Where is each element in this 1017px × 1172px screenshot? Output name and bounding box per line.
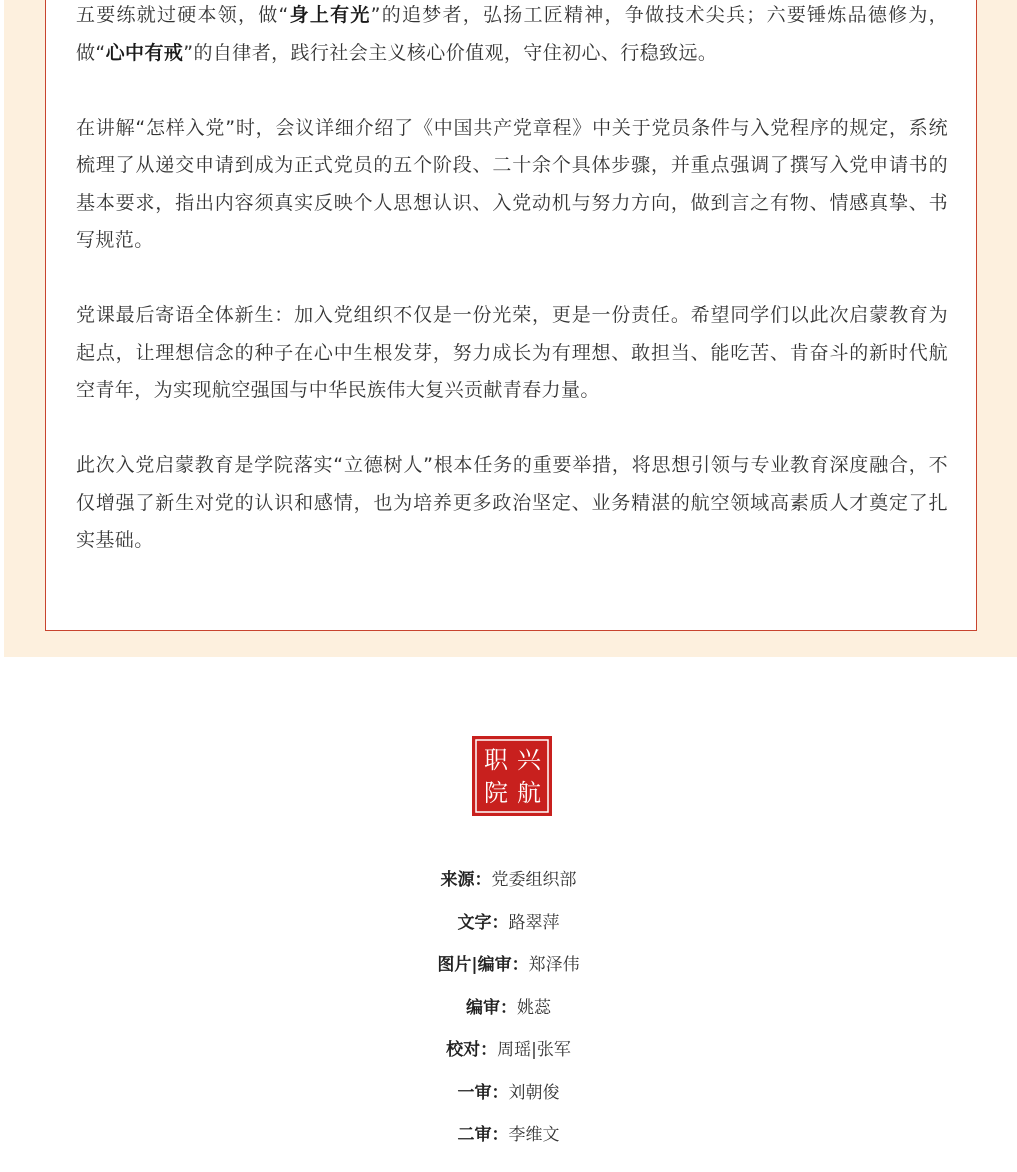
credit-second-review: 二审：李维文 bbox=[457, 1125, 560, 1145]
credit-source: 来源：党委组织部 bbox=[440, 870, 577, 890]
seal-char-4: 院 bbox=[484, 779, 508, 807]
paragraph-3: 党课最后寄语全体新生：加入党组织不仅是一份光荣，更是一份责任。希望同学们以此次启蒙教育为起点，让理想信念的种子在心中生根发芽，努力成长为有理想、敢担当、能吃苦、肯奋斗的新时代航空青年，为实现航空强国与中华民族伟大复兴贡献青春力量。 bbox=[76, 304, 948, 401]
seal-char-2: 职 bbox=[484, 746, 508, 774]
credits-list bbox=[0, 864, 1017, 1162]
credit-photo-editor: 图片|编审：郑泽伟 bbox=[437, 955, 580, 975]
credit-text: 文字：路翠萍 bbox=[457, 912, 560, 933]
credit-proofread: 校对：周瑶|张军 bbox=[446, 1040, 571, 1060]
college-seal-logo bbox=[471, 735, 553, 817]
paragraph-4: 此次入党启蒙教育是学院落实“立德树人”根本任务的重要举措，将思想引领与专业教育深度融合，不仅增强了新生对党的认识和感情，也为培养更多政治坚定、业务精湛的航空领域高素质人才奠定了扎实基础。 bbox=[76, 454, 948, 551]
credit-first-review: 一审：刘朝俊 bbox=[457, 1082, 560, 1103]
highlight-shining: 身上有光 bbox=[288, 4, 371, 26]
seal-char-3: 航 bbox=[517, 779, 541, 807]
seal-graphic bbox=[471, 735, 553, 817]
paragraph-1: 五要练就过硬本领，做“身上有光”的追梦者，弘扬工匠精神，争做技术尖兵；六要锤炼品德修为，做“心中有戒”的自律者，践行社会主义核心价值观，守住初心、行稳致远。 bbox=[76, 4, 948, 64]
article-body bbox=[76, 0, 948, 597]
paragraph-2: 在讲解“怎样入党”时，会议详细介绍了《中国共产党章程》中关于党员条件与入党程序的规定，系统梳理了从递交申请到成为正式党员的五个阶段、二十余个具体步骤，并重点强调了撰写入党申请书的基本要求，指出内容须真实反映个人思想认识、入党动机与努力方向，做到言之有物、情感真挚、书写规范。 bbox=[76, 116, 948, 251]
credit-editor: 编审：姚蕊 bbox=[466, 997, 551, 1018]
seal-char-1: 兴 bbox=[517, 746, 541, 774]
highlight-discipline: 心中有戒 bbox=[105, 41, 184, 64]
